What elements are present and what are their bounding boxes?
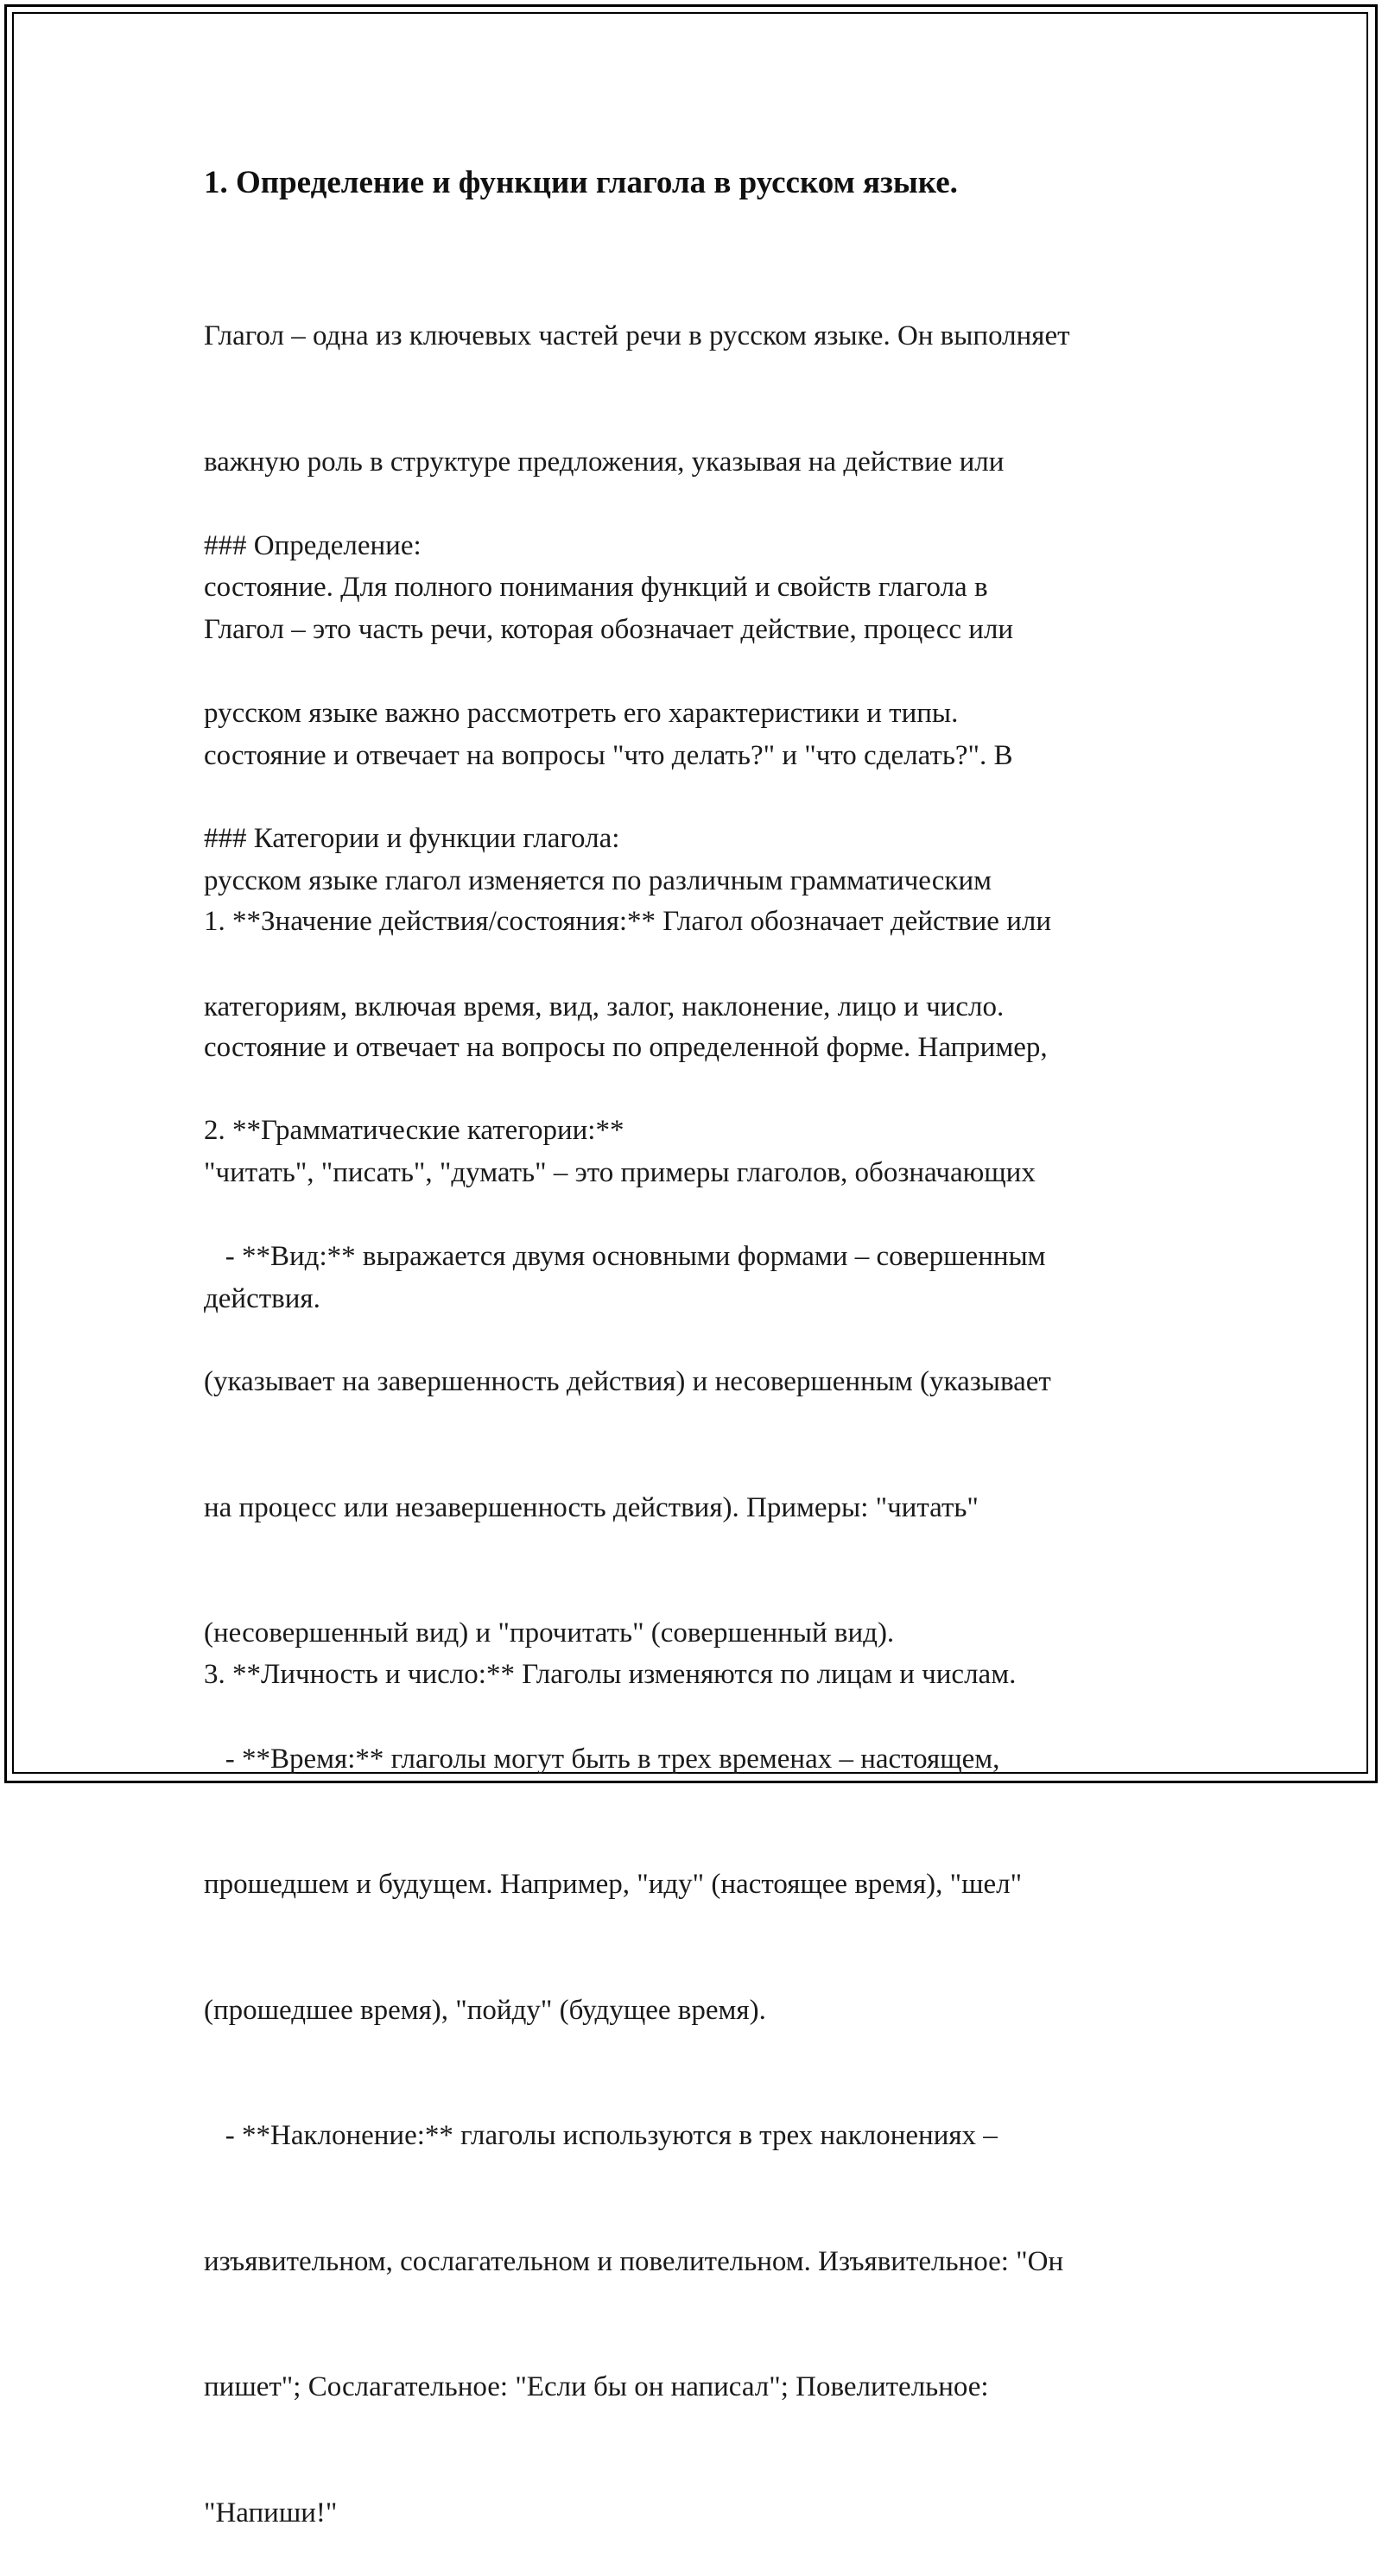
document-title: 1. Определение и функции глагола в русском языке. xyxy=(204,165,958,200)
list-item-line: "читать", "писать", "думать" – это примеры глаголов, обозначающих xyxy=(204,1157,1036,1188)
definition-line: состояние и отвечает на вопросы "что делать?" и "что сделать?". В xyxy=(204,739,1013,771)
list-item-line: - **Время:** глаголы могут быть в трех временах – настоящем, xyxy=(204,1743,1000,1775)
categories-heading-text: ### Категории и функции глагола: xyxy=(204,823,620,854)
intro-line: русском языке важно рассмотреть его характеристики и типы. xyxy=(204,697,959,729)
list-item-line: пишет"; Сослагательное: "Если бы он написал"; Повелительное: xyxy=(204,2371,989,2402)
list-item-line: (прошедшее время), "пойду" (будущее время). xyxy=(204,1994,766,2026)
definition-heading-text: ### Определение: xyxy=(204,530,422,561)
definition-line: русском языке глагол изменяется по различным грамматическим xyxy=(204,865,992,896)
list-item-line: "Напиши!" xyxy=(204,2497,338,2529)
list-item-3 xyxy=(204,1570,1016,1737)
document-body xyxy=(204,162,1223,204)
list-item-line: 1. **Значение действия/состояния:** Глагол обозначает действие или xyxy=(204,906,1051,937)
list-item-line: 2. **Грамматические категории:** xyxy=(204,1115,624,1146)
list-item-line: прошедшем и будущем. Например, "иду" (настоящее время), "шел" xyxy=(204,1869,1023,1900)
list-item-line: (указывает на завершенность действия) и несовершенным (указывает xyxy=(204,1366,1051,1397)
list-item-line: состояние и отвечает на вопросы по определенной форме. Например, xyxy=(204,1031,1048,1063)
list-item-line: (несовершенный вид) и "прочитать" (совершенный вид). xyxy=(204,1617,895,1649)
intro-line: важную роль в структуре предложения, указывая на действие или xyxy=(204,446,1005,478)
definition-line: категориям, включая время, вид, залог, наклонение, лицо и число. xyxy=(204,991,1005,1022)
list-item-line: 3. **Личность и число:** Глаголы изменяются по лицам и числам. xyxy=(204,1659,1017,1690)
list-item-line: действия. xyxy=(204,1282,320,1314)
list-item-line: - **Вид:** выражается двумя основными формами – совершенным xyxy=(204,1240,1046,1272)
list-item-line: изъявительном, сослагательном и повелительном. Изъявительное: "Он xyxy=(204,2245,1064,2277)
list-item-line: - **Наклонение:** глаголы используются в трех наклонениях – xyxy=(204,2120,998,2151)
intro-line: Глагол – одна из ключевых частей речи в русском языке. Он выполняет xyxy=(204,320,1070,351)
intro-line: состояние. Для полного понимания функций и свойств глагола в xyxy=(204,572,988,603)
list-item-2 xyxy=(204,1026,1063,2576)
definition-line: Глагол – это часть речи, которая обозначает действие, процесс или xyxy=(204,614,1014,645)
list-item-line: на процесс или незавершенность действия). Примеры: "читать" xyxy=(204,1491,979,1523)
